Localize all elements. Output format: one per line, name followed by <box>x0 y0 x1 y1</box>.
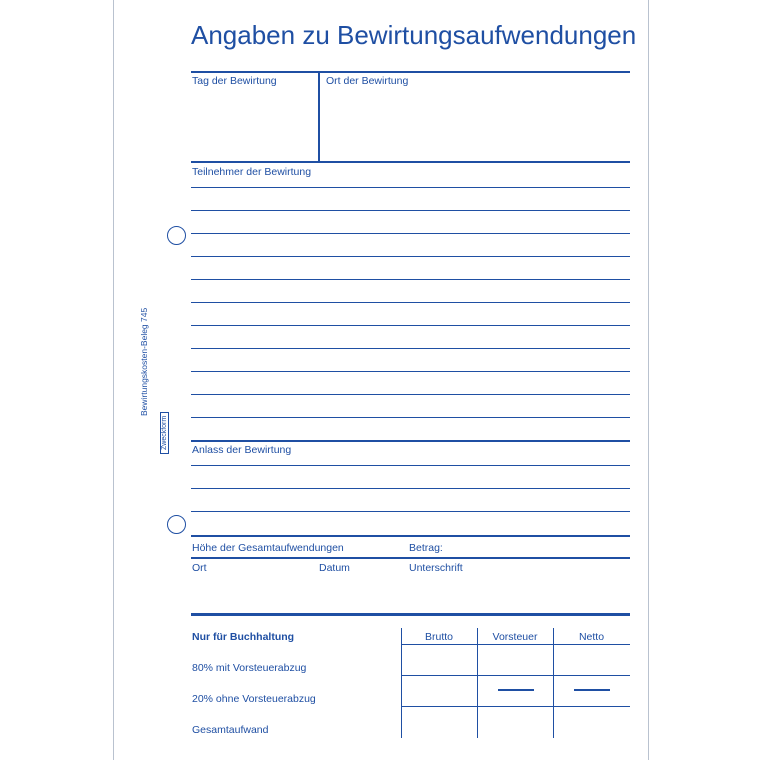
anlass-rule <box>191 440 630 442</box>
writing-line <box>191 417 630 418</box>
punch-hole-icon <box>167 226 186 245</box>
row-label-80: 80% mit Vorsteuerabzug <box>192 662 307 674</box>
ort-label: Ort <box>192 562 207 574</box>
writing-line <box>191 511 630 512</box>
writing-line <box>191 256 630 257</box>
cell-gesamt-vorsteuer[interactable] <box>478 707 553 738</box>
punch-hole-icon <box>167 515 186 534</box>
writing-line <box>191 394 630 395</box>
unterschrift-label: Unterschrift <box>409 562 463 574</box>
cell-gesamt-netto[interactable] <box>554 707 630 738</box>
datum-label: Datum <box>319 562 350 574</box>
cell-20-brutto[interactable] <box>402 676 477 706</box>
cell-80-brutto[interactable] <box>402 645 477 675</box>
signature-rule <box>191 557 630 559</box>
writing-line <box>191 279 630 280</box>
hoehe-rule <box>191 535 630 537</box>
teilnehmer-rule <box>191 161 630 163</box>
zweckform-logo: Zweckform <box>160 412 169 454</box>
col-brutto: Brutto <box>424 631 453 643</box>
writing-line <box>191 371 630 372</box>
writing-line <box>191 348 630 349</box>
col-netto: Netto <box>578 631 605 643</box>
top-rule <box>191 71 630 73</box>
hoehe-label: Höhe der Gesamtaufwendungen <box>192 542 344 554</box>
anlass-label: Anlass der Bewirtung <box>192 444 292 456</box>
form-number-text: Bewirtungskosten-Beleg 745 <box>139 307 149 416</box>
cell-20-vorsteuer <box>478 676 553 706</box>
betrag-label: Betrag: <box>409 542 443 554</box>
teilnehmer-label: Teilnehmer der Bewirtung <box>192 166 312 178</box>
writing-line <box>191 210 630 211</box>
buchhaltung-heading: Nur für Buchhaltung <box>192 631 295 643</box>
form-title: Angaben zu Bewirtungsaufwendungen <box>191 20 637 50</box>
strike-netto <box>574 689 610 691</box>
writing-line <box>191 325 630 326</box>
writing-line <box>191 233 630 234</box>
writing-line <box>191 187 630 188</box>
buchhaltung-rule <box>191 613 630 616</box>
writing-line <box>191 488 630 489</box>
row-label-20: 20% ohne Vorsteuerabzug <box>192 693 316 705</box>
ort-bewirtung-label: Ort der Bewirtung <box>326 75 409 87</box>
strike-vorsteuer <box>498 689 534 691</box>
cell-gesamt-brutto[interactable] <box>402 707 477 738</box>
writing-line <box>191 302 630 303</box>
cell-20-netto[interactable] <box>554 676 630 706</box>
row-label-gesamt: Gesamtaufwand <box>192 724 269 736</box>
tag-label: Tag der Bewirtung <box>192 75 277 87</box>
writing-line <box>191 465 630 466</box>
tag-ort-divider <box>318 72 320 162</box>
col-vorsteuer: Vorsteuer <box>492 631 538 643</box>
cell-80-vorsteuer[interactable] <box>478 645 553 675</box>
cell-80-netto[interactable] <box>554 645 630 675</box>
